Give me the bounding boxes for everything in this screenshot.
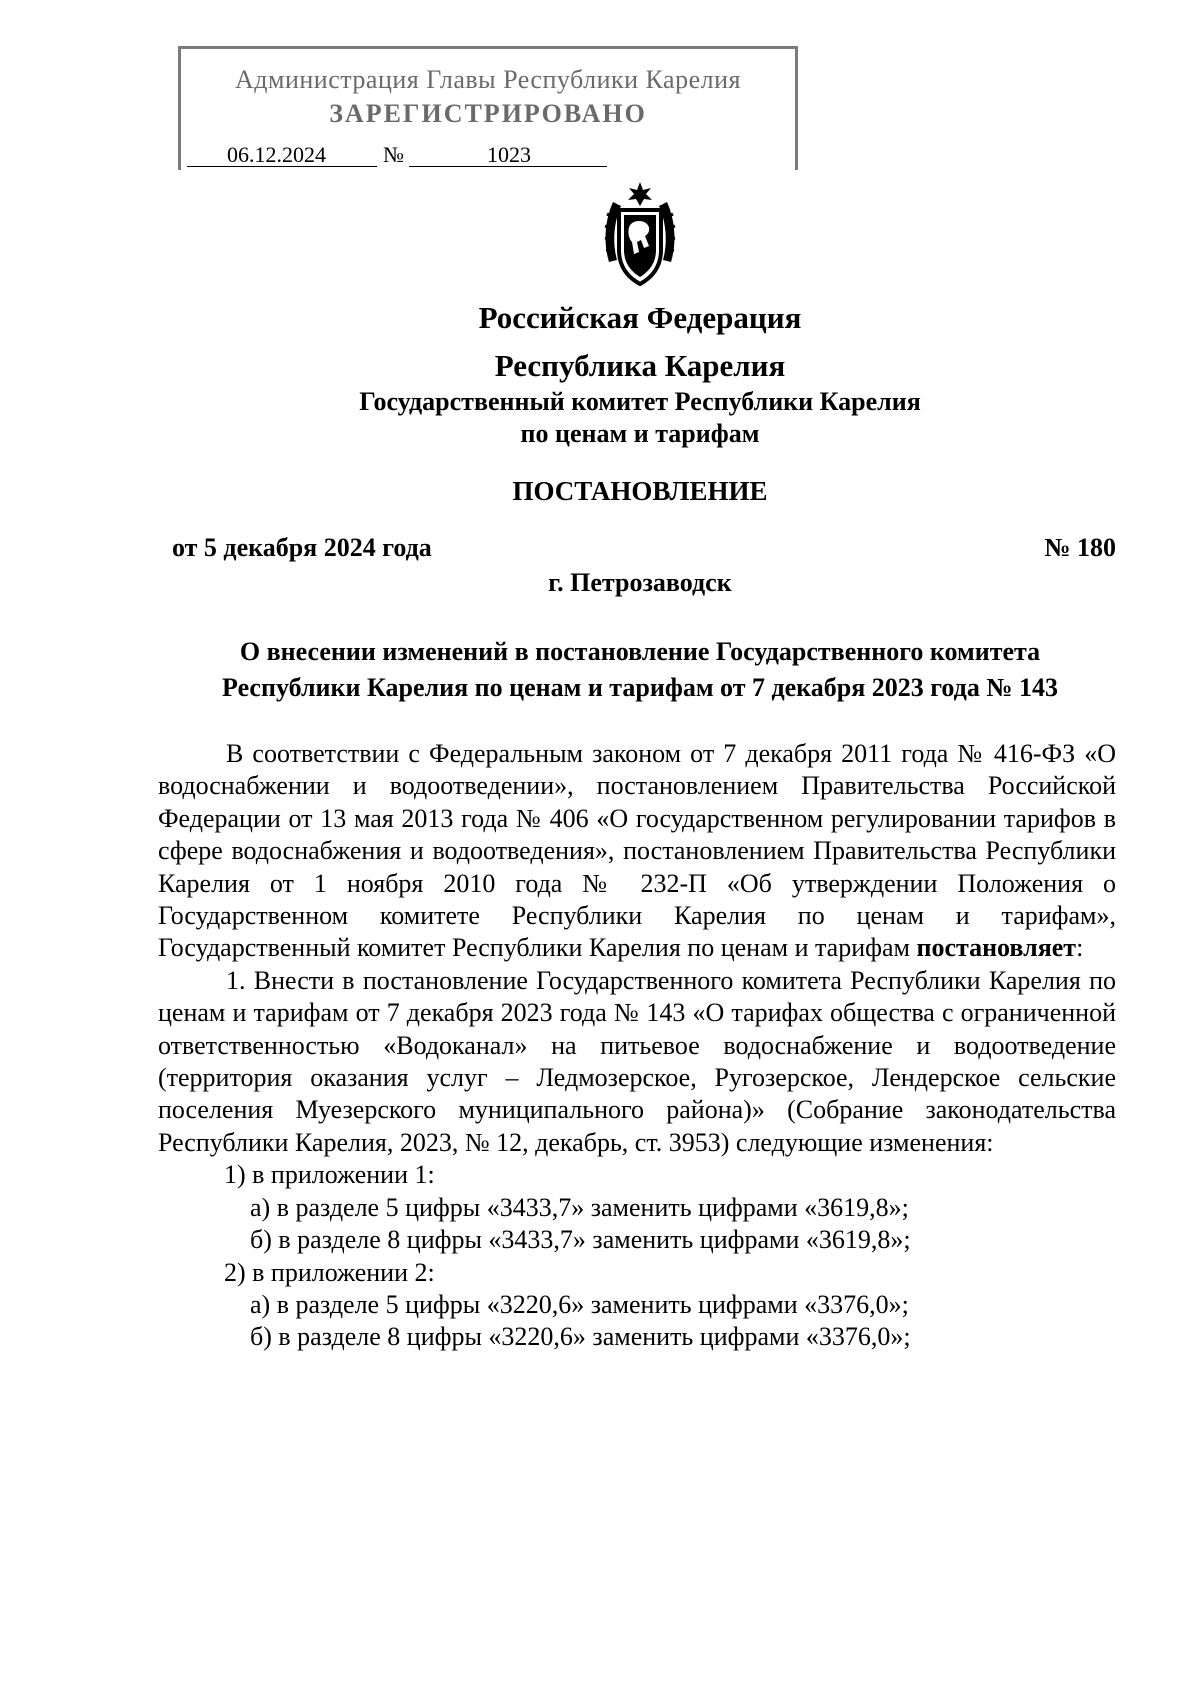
coat-of-arms-icon <box>595 180 685 290</box>
document-type: ПОСТАНОВЛЕНИЕ <box>512 476 768 506</box>
stamp-registration-row <box>187 142 607 170</box>
sub-item-1b: б) в разделе 8 цифры «3433,7» заменить цифрами «3619,8»; <box>250 1225 911 1255</box>
sub-item-1: 1) в приложении 1: <box>224 1160 435 1190</box>
document-city: г. Петрозаводск <box>548 568 732 597</box>
sub-item-1a: а) в разделе 5 цифры «3433,7» заменить цифрами «3619,8»; <box>250 1192 909 1222</box>
preamble-end: : <box>1076 933 1084 963</box>
sub-item-2a: а) в разделе 5 цифры «3220,6» заменить цифрами «3376,0»; <box>250 1289 909 1319</box>
document-date: от 5 декабря 2024 года <box>172 533 432 562</box>
stamp-administration: Администрация Главы Республики Карелия <box>235 65 741 94</box>
sub-item-2b: б) в разделе 8 цифры «3220,6» заменить цифрами «3376,0»; <box>250 1322 911 1352</box>
stamp-registered: ЗАРЕГИСТРИРОВАНО <box>329 99 647 128</box>
preamble-bold: постановляет <box>916 933 1077 963</box>
registration-stamp <box>178 46 798 170</box>
preamble-text: В соответствии с Федеральным законом от 7 декабря 2011 года № 416-ФЗ «О водоснабжении и водоотведении», постановлением Правительства Российской Федерации от 13 мая 2013 года № 406 «О государственном регулировании тарифов в сфере водоснабжения и водоотведения», постановлением Правительства Республики Карелия от 1 ноября 2010 года № 232-П «Об утверждении Положения о Государственном комитете Республики Карелия по ценам и тарифам», Государственный комитет Республики Карелия по ценам и тарифам <box>158 739 1116 963</box>
document-title-line2: Республики Карелия по ценам и тарифам от 7 декабря 2023 года № 143 <box>222 673 1058 702</box>
preamble-paragraph <box>158 738 1116 965</box>
header-committee-line2: по ценам и тарифам <box>520 419 760 448</box>
header-committee-line1: Государственный комитет Республики Карелия <box>359 387 921 416</box>
stamp-number-sign: № <box>383 142 404 167</box>
stamp-date: 06.12.2024 <box>227 142 326 167</box>
document-body <box>158 738 1116 1354</box>
header-republic: Республика Карелия <box>494 348 786 383</box>
header-federation: Российская Федерация <box>478 300 802 335</box>
document-title-line1: О внесении изменений в постановление Государственного комитета <box>239 637 1041 666</box>
item-1-paragraph: 1. Внести в постановление Государственного комитета Республики Карелия по ценам и тарифам от 7 декабря 2023 года № 143 «О тарифах общества с ограниченной ответственностью «Водоканал» на питьевое водоснабжение и водоотведение (территория оказания услуг – Ледмозерское, Ругозерское, Лендерское сельские поселения Муезерского муниципального района)» (Собрание законодательства Республики Карелия, 2023, № 12, декабрь, ст. 3953) следующие изменения: <box>158 965 1116 1157</box>
sub-item-2: 2) в приложении 2: <box>224 1257 435 1287</box>
document-number: № 180 <box>1044 533 1116 562</box>
stamp-number: 1023 <box>487 142 531 167</box>
